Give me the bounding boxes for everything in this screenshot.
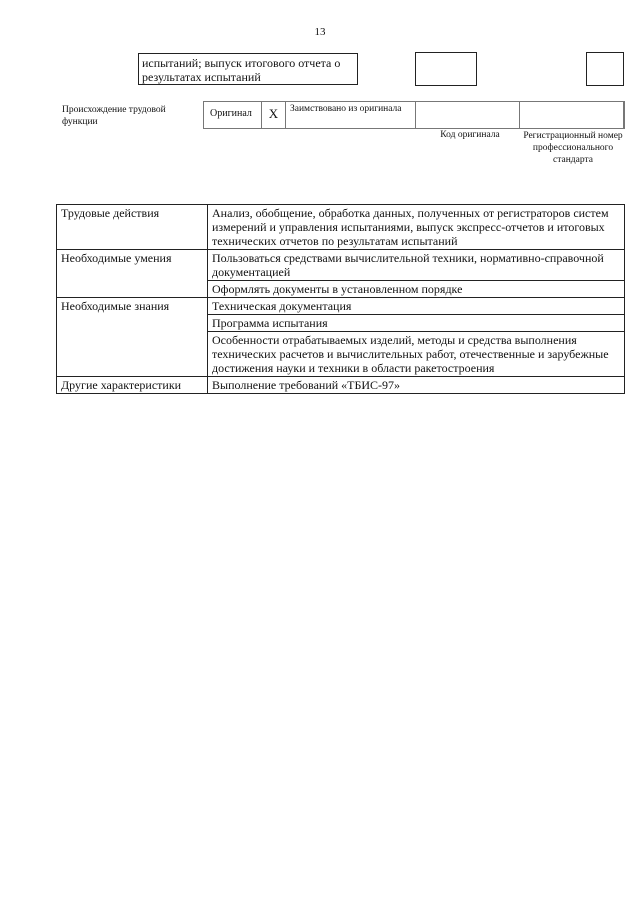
labor-function-table — [56, 204, 625, 394]
registration-number-cell — [520, 102, 624, 128]
row-content: Техническая документация — [208, 298, 625, 315]
row-content: Программа испытания — [208, 315, 625, 332]
row-content: Анализ, обобщение, обработка данных, полученных от регистраторов систем измерений и управления испытаниями, выпуск экспресс-отчетов и итоговых технических отчетов по результатам испытаний — [208, 205, 625, 250]
original-code-label: Код оригинала — [440, 130, 500, 140]
row-content: Особенности отрабатываемых изделий, методы и средства выполнения технических расчетов и вычислительных работ, отечественные и зарубежные достижения науки и техники в области ракетостроения — [208, 332, 625, 377]
registration-number-label: Регистрационный номер профессионального стандарта — [523, 131, 623, 165]
labor-function-title-box: испытаний; выпуск итогового отчета о результатах испытаний — [138, 53, 358, 85]
table-row — [57, 250, 625, 281]
origin-label: Происхождение трудовой функции — [62, 105, 166, 127]
row-heading: Необходимые умения — [57, 250, 208, 298]
row-heading: Необходимые знания — [57, 298, 208, 377]
code-box — [415, 52, 477, 86]
row-content: Пользоваться средствами вычислительной техники, нормативно-справочной документацией — [208, 250, 625, 281]
table-row — [57, 377, 625, 394]
row-heading: Другие характеристики — [57, 377, 208, 394]
borrowed-cell: Заимствовано из оригинала — [286, 102, 416, 128]
original-mark: X — [262, 102, 286, 128]
original-code-cell — [416, 102, 520, 128]
qualification-level-box — [586, 52, 624, 86]
table-row — [57, 205, 625, 250]
page-number: 13 — [314, 26, 326, 38]
table-row — [57, 298, 625, 315]
row-content: Выполнение требований «ТБИС-97» — [208, 377, 625, 394]
origin-row — [203, 101, 625, 129]
row-content: Оформлять документы в установленном порядке — [208, 281, 625, 298]
original-cell: Оригинал — [204, 102, 262, 128]
row-heading: Трудовые действия — [57, 205, 208, 250]
